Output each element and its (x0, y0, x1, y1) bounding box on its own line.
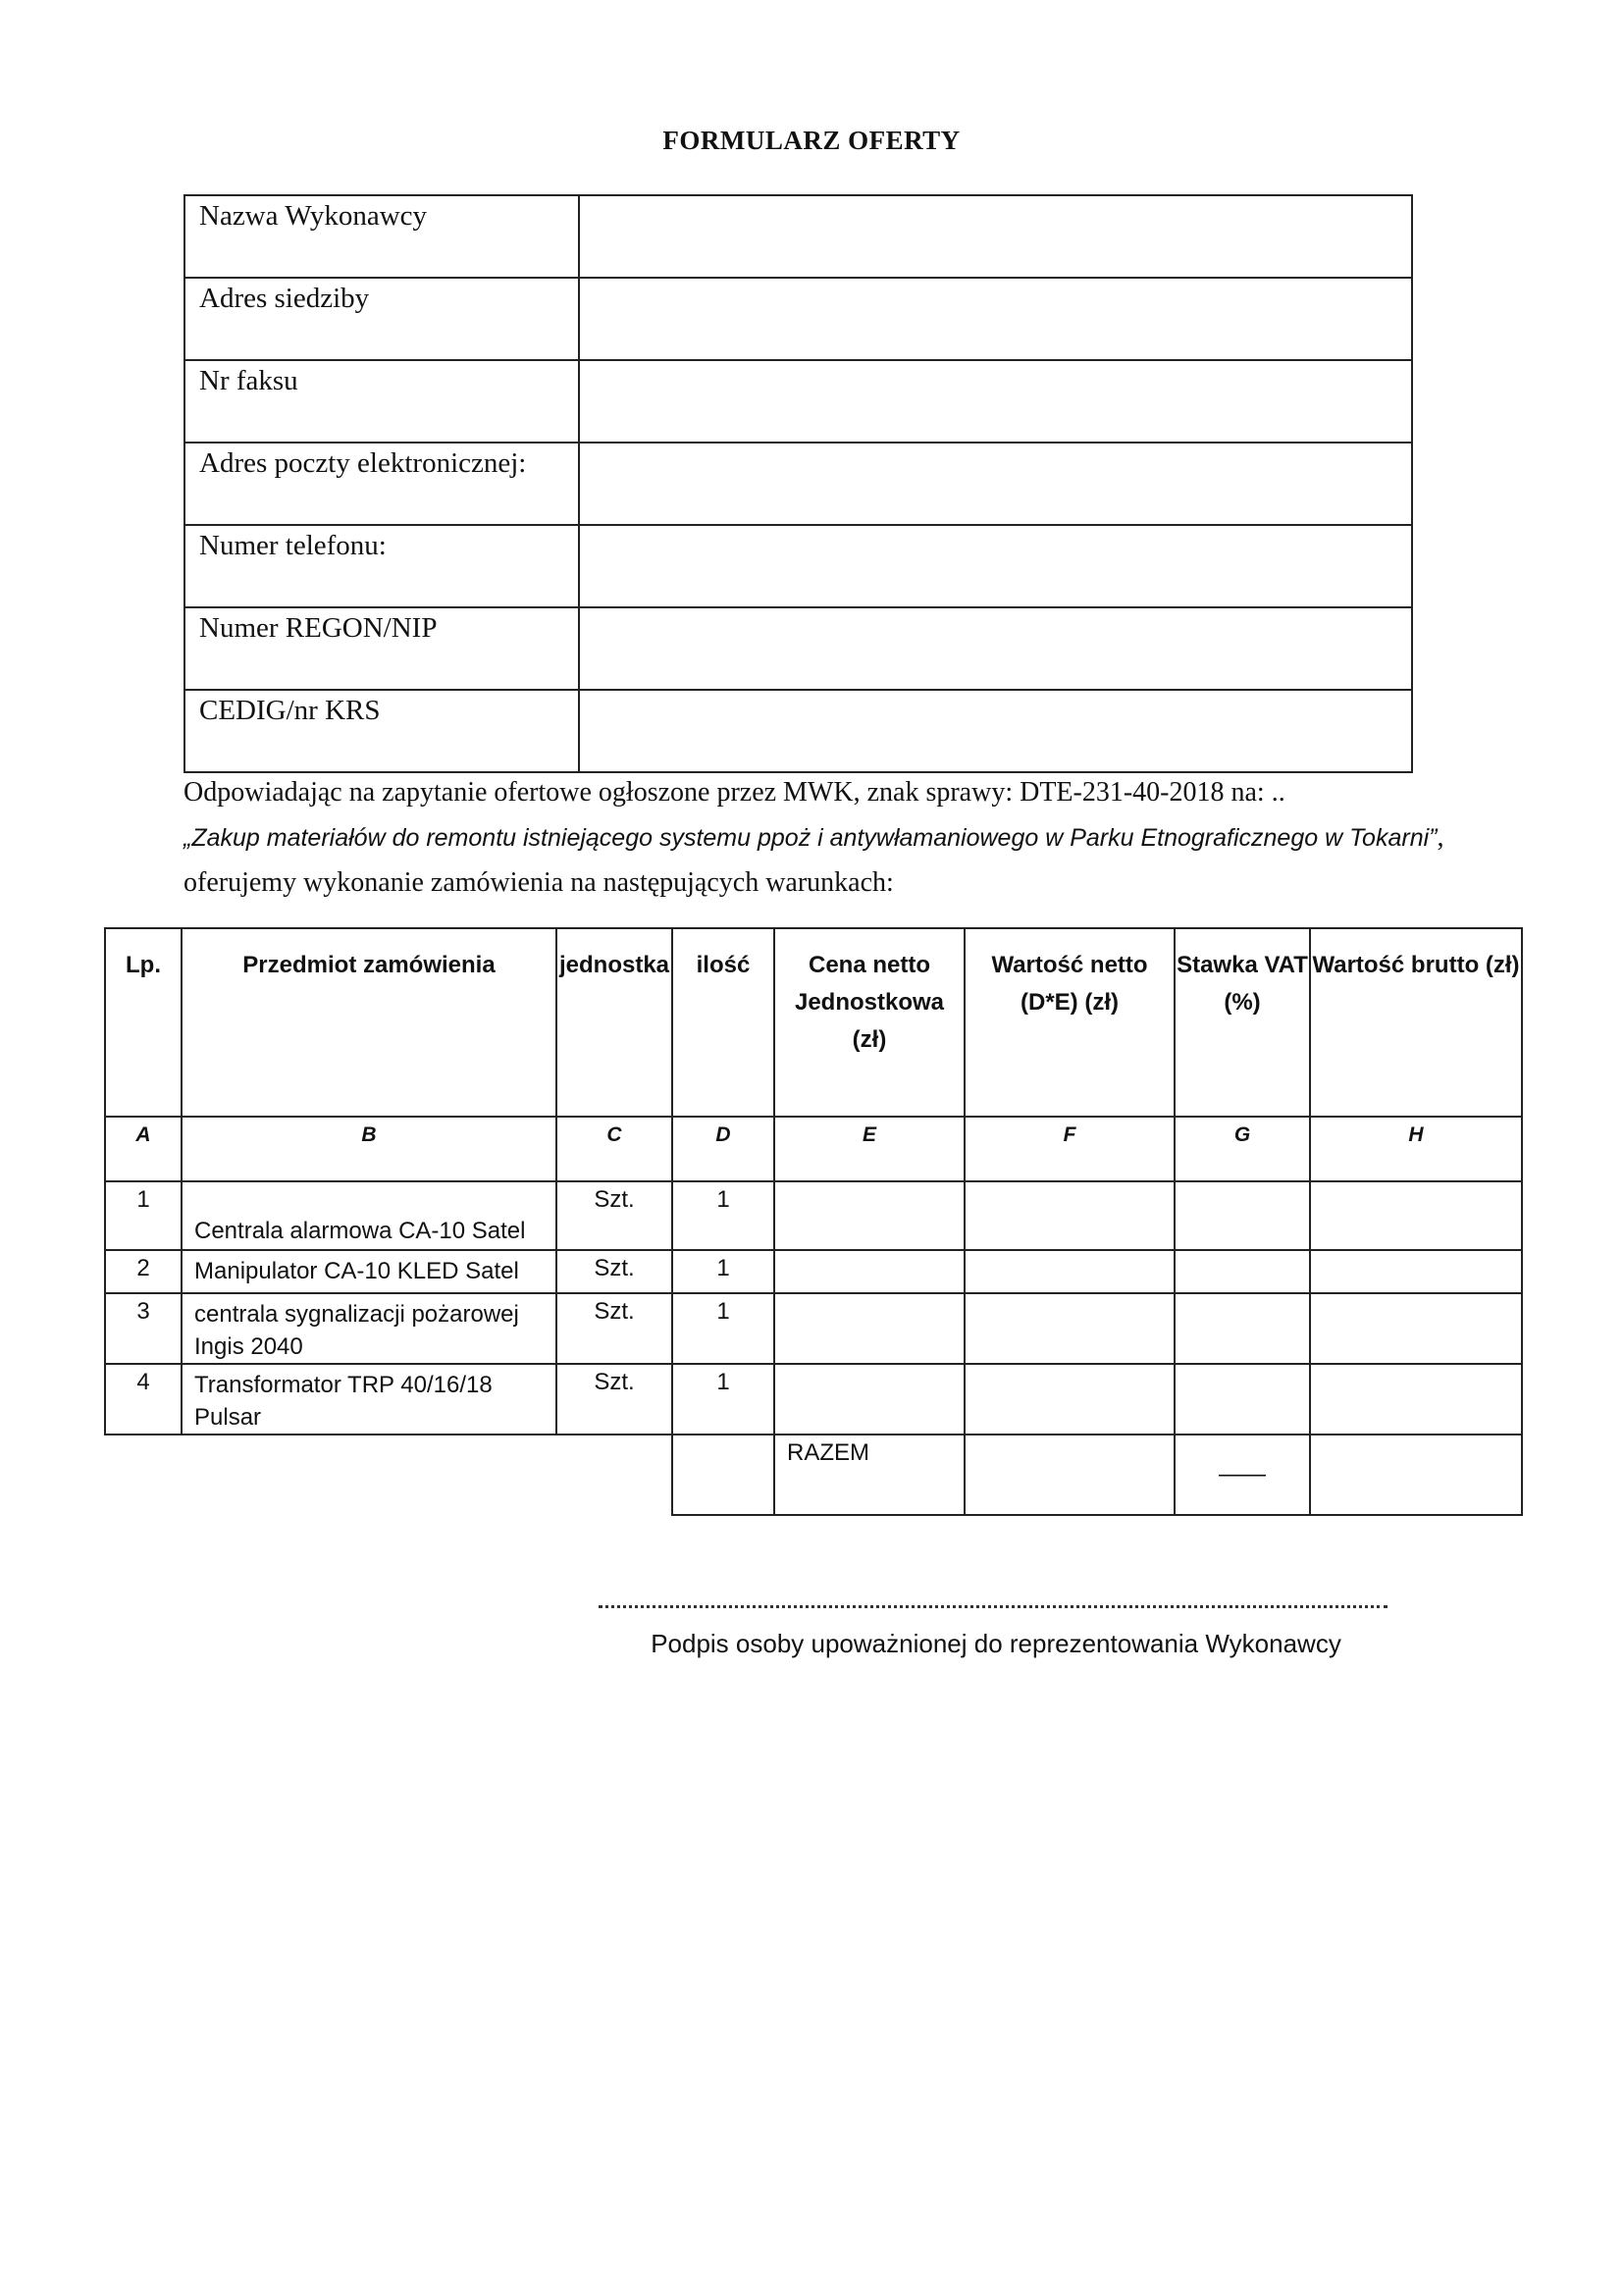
total-qty-cell (672, 1435, 774, 1515)
contractor-row (184, 360, 1412, 443)
field-label-regon-nip: Numer REGON/NIP (184, 607, 579, 690)
row-lp: 4 (105, 1364, 182, 1435)
total-net-value[interactable] (965, 1435, 1175, 1515)
field-label-address: Adres siedziby (184, 278, 579, 360)
column-letter: B (182, 1117, 556, 1181)
header-gross: Wartość brutto (zł) (1310, 928, 1522, 1117)
row-item-name: Transformator TRP 40/16/18 Pulsar (182, 1364, 556, 1435)
row-gross[interactable] (1310, 1293, 1522, 1364)
table-row (105, 1250, 1522, 1293)
field-value-phone[interactable] (579, 525, 1412, 607)
row-unit: Szt. (556, 1293, 672, 1364)
header-item: Przedmiot zamówienia (182, 928, 556, 1117)
row-vat[interactable] (1175, 1293, 1310, 1364)
row-net-value[interactable] (965, 1293, 1175, 1364)
column-letter-row (105, 1117, 1522, 1181)
column-letter: D (672, 1117, 774, 1181)
contractor-row (184, 607, 1412, 690)
header-unit-price: Cena netto Jednostkowa (zł) (774, 928, 965, 1117)
field-label-phone: Numer telefonu: (184, 525, 579, 607)
contractor-info-table (183, 194, 1413, 773)
form-title: FORMULARZ OFERTY (662, 126, 961, 155)
contractor-row (184, 525, 1412, 607)
row-gross[interactable] (1310, 1250, 1522, 1293)
total-spacer (105, 1435, 672, 1515)
field-value-name[interactable] (579, 195, 1412, 278)
field-value-krs[interactable] (579, 690, 1412, 772)
row-unit-price[interactable] (774, 1364, 965, 1435)
field-label-name: Nazwa Wykonawcy (184, 195, 579, 278)
row-unit: Szt. (556, 1364, 672, 1435)
column-letter: G (1175, 1117, 1310, 1181)
price-table (104, 927, 1523, 1516)
row-vat[interactable] (1175, 1250, 1310, 1293)
row-gross[interactable] (1310, 1364, 1522, 1435)
field-value-fax[interactable] (579, 360, 1412, 443)
field-value-email[interactable] (579, 443, 1412, 525)
row-net-value[interactable] (965, 1250, 1175, 1293)
row-vat[interactable] (1175, 1364, 1310, 1435)
column-letter: E (774, 1117, 965, 1181)
field-label-fax: Nr faksu (184, 360, 579, 443)
column-letter: A (105, 1117, 182, 1181)
field-label-email: Adres poczty elektronicznej: (184, 443, 579, 525)
contractor-row (184, 195, 1412, 278)
price-header-row (105, 928, 1522, 1117)
row-unit: Szt. (556, 1181, 672, 1250)
row-unit-price[interactable] (774, 1250, 965, 1293)
intro-subject-line (183, 815, 1459, 906)
row-item-name: Centrala alarmowa CA-10 Satel (182, 1181, 556, 1250)
total-vat-dash: —— (1175, 1435, 1310, 1515)
row-vat[interactable] (1175, 1181, 1310, 1250)
row-qty: 1 (672, 1250, 774, 1293)
signature-caption: Podpis osoby upoważnionej do reprezentowania Wykonawcy (651, 1629, 1341, 1658)
intro-subject: „Zakup materiałów do remontu istniejącego systemu ppoż i antywłamaniowego w Parku Etnograficznego w Tokarni” (183, 824, 1438, 852)
intro-tail: , oferujemy wykonanie zamówienia na następujących warunkach: (183, 822, 1444, 898)
contractor-row (184, 690, 1412, 772)
header-unit: jednostka (556, 928, 672, 1117)
table-row (105, 1293, 1522, 1364)
row-net-value[interactable] (965, 1181, 1175, 1250)
signature-line[interactable] (599, 1605, 1387, 1608)
row-lp: 3 (105, 1293, 182, 1364)
row-qty: 1 (672, 1181, 774, 1250)
total-row (105, 1435, 1522, 1515)
total-gross[interactable] (1310, 1435, 1522, 1515)
header-net-value: Wartość netto (D*E) (zł) (965, 928, 1175, 1117)
table-row (105, 1181, 1522, 1250)
field-label-krs: CEDIG/nr KRS (184, 690, 579, 772)
field-value-address[interactable] (579, 278, 1412, 360)
row-unit-price[interactable] (774, 1181, 965, 1250)
row-item-name: Manipulator CA-10 KLED Satel (182, 1250, 556, 1293)
table-row (105, 1364, 1522, 1435)
column-letter: H (1310, 1117, 1522, 1181)
row-unit: Szt. (556, 1250, 672, 1293)
column-letter: F (965, 1117, 1175, 1181)
header-vat: Stawka VAT (%) (1175, 928, 1310, 1117)
header-qty: ilość (672, 928, 774, 1117)
contractor-row (184, 443, 1412, 525)
intro-line: Odpowiadając na zapytanie ofertowe ogłoszone przez MWK, znak sprawy: DTE-231-40-2018 na: .. (183, 777, 1285, 808)
row-net-value[interactable] (965, 1364, 1175, 1435)
field-value-regon-nip[interactable] (579, 607, 1412, 690)
header-lp: Lp. (105, 928, 182, 1117)
contractor-row (184, 278, 1412, 360)
row-lp: 1 (105, 1181, 182, 1250)
row-lp: 2 (105, 1250, 182, 1293)
intro-paragraph (183, 770, 1459, 906)
row-unit-price[interactable] (774, 1293, 965, 1364)
row-gross[interactable] (1310, 1181, 1522, 1250)
row-qty: 1 (672, 1364, 774, 1435)
column-letter: C (556, 1117, 672, 1181)
row-item-name: centrala sygnalizacji pożarowej Ingis 2040 (182, 1293, 556, 1364)
row-qty: 1 (672, 1293, 774, 1364)
total-label: RAZEM (774, 1435, 965, 1515)
